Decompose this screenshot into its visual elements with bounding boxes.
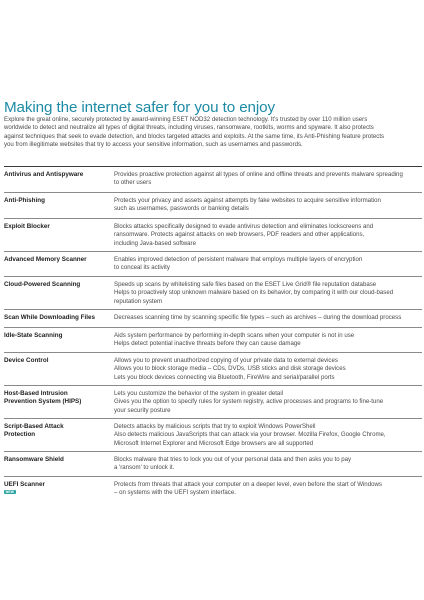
feature-row (4, 166, 422, 192)
feature-description (114, 452, 422, 476)
feature-description-line: Blocks attacks specifically designed to evade antivirus detection and eliminates lockscreens and (114, 223, 374, 230)
intro-line: Explore the great online, securely protected by award-winning ESET NOD32 detection technology. It's trusted by over 110 million users (4, 116, 368, 123)
feature-description-line: including Java-based software (114, 239, 196, 247)
intro-line: against techniques that seek to evade detection, and blocks targeted attacks and exploits. At the same time, its Anti-Phishing feature protects (4, 132, 385, 140)
feature-description-line: to conceal its activity (114, 264, 170, 272)
feature-row (4, 385, 422, 418)
feature-description-line: Enables improved detection of persistent malware that employs multiple layers of encryption (114, 256, 363, 263)
feature-name-line: Anti-Phishing (4, 197, 45, 204)
feature-description-line: Gives you the option to specify rules for system registry, active processes and programs to fine-tune (114, 398, 384, 406)
feature-description (114, 353, 422, 385)
feature-description-line: Microsoft Internet Explorer and Microsoft Edge browsers are all supported (114, 439, 314, 447)
feature-name-line: Antivirus and Antispyware (4, 171, 84, 178)
feature-row (4, 327, 422, 352)
feature-row (4, 309, 422, 327)
feature-description-line: Helps detect potential inactive threats before they can cause damage (114, 340, 301, 348)
feature-description (114, 167, 422, 192)
feature-description-line: Aids system performance by performing in-depth scans when your computer is not in use (114, 332, 355, 339)
feature-name-line: Device Control (4, 357, 49, 364)
feature-description-line: Decreases scanning time by scanning specific file types – such as archives – during the download process (114, 314, 402, 321)
feature-table (4, 166, 422, 512)
feature-description-line: your security posture (114, 406, 171, 414)
feature-row (4, 352, 422, 385)
feature-name-line: Idle-State Scanning (4, 332, 63, 339)
feature-row (4, 276, 422, 309)
feature-name (4, 310, 114, 327)
feature-name (4, 167, 114, 192)
feature-name-line: Advanced Memory Scanner (4, 256, 87, 263)
feature-row (4, 192, 422, 218)
feature-description-line: ransomware. Protects against attacks on web browsers, PDF readers and other applications, (114, 231, 365, 239)
feature-name (4, 477, 114, 512)
page-title: Making the internet safer for you to enjoy (4, 99, 276, 117)
feature-name (4, 219, 114, 251)
feature-description-line: Provides proactive protection against all types of online and offline threats and prevents malware spreading (114, 171, 403, 178)
feature-name (4, 419, 114, 451)
feature-name-line: Scan While Downloading Files (4, 314, 95, 321)
feature-name (4, 386, 114, 418)
feature-description (114, 219, 422, 251)
feature-name-line: Ransomware Shield (4, 456, 64, 463)
feature-description-line: – on systems with the UEFI system interface. (114, 489, 236, 497)
feature-name (4, 252, 114, 276)
feature-name-line: Exploit Blocker (4, 223, 50, 230)
feature-name-line: Script-Based Attack (4, 423, 64, 430)
feature-name-line: UEFI Scanner (4, 481, 45, 488)
feature-description (114, 328, 422, 352)
feature-description-line: to other users (114, 179, 152, 187)
new-badge: NEW (5, 489, 14, 494)
feature-description-line: a 'ransom' to unlock it. (114, 464, 175, 472)
feature-description-line: Protects from threats that attack your computer on a deeper level, even before the start of Windows (114, 481, 382, 488)
feature-row (4, 218, 422, 251)
feature-description-line: Lets you block devices connecting via Bluetooth, FireWire and serial/parallel ports (114, 373, 335, 381)
feature-row (4, 451, 422, 476)
feature-description-line: Protects your privacy and assets against attempts by fake websites to acquire sensitive information (114, 197, 381, 204)
feature-description (114, 386, 422, 418)
feature-name (4, 193, 114, 218)
feature-description-line: Allows you to block storage media – CDs, DVDs, USB sticks and disk storage devices (114, 365, 346, 373)
feature-row (4, 251, 422, 276)
feature-name-line: Host-Based Intrusion (4, 390, 68, 397)
intro-paragraph (4, 116, 422, 150)
feature-description-line: Allows you to prevent unauthorized copying of your private data to external devices (114, 357, 338, 364)
feature-name (4, 328, 114, 352)
feature-description-line: Helps to proactively stop unknown malware based on its behavior, by comparing it with our cloud-based (114, 289, 394, 297)
feature-description (114, 252, 422, 276)
feature-row (4, 476, 422, 512)
feature-name (4, 353, 114, 385)
feature-name (4, 452, 114, 476)
feature-description-line: Also detects malicious JavaScripts that can attack via your browser. Mozilla Firefox, Google Chrome, (114, 431, 386, 439)
feature-name (4, 277, 114, 309)
feature-description (114, 193, 422, 218)
feature-name-line: Protection (4, 431, 36, 438)
feature-description-line: Blocks malware that tries to lock you out of your personal data and then asks you to pay (114, 456, 352, 463)
feature-description-line: such as usernames, passwords or banking details (114, 205, 249, 213)
feature-description-line: Lets you customize the behavior of the system in greater detail (114, 390, 284, 397)
feature-description (114, 477, 422, 512)
feature-row (4, 418, 422, 451)
feature-description-line: Detects attacks by malicious scripts that try to exploit Windows PowerShell (114, 423, 316, 430)
feature-description-line: Speeds up scans by whitelisting safe files based on the ESET Live Grid® file reputation database (114, 281, 377, 288)
feature-description (114, 277, 422, 309)
intro-line: you from illegitimate websites that try to access your sensitive information, such as usernames and passwords. (4, 141, 303, 149)
intro-line: worldwide to detect and neutralize all types of digital threats, including viruses, ransomware, rootkits, worms and spyware. It also protects (4, 124, 374, 132)
feature-name-line: Cloud-Powered Scanning (4, 281, 81, 288)
feature-description (114, 310, 422, 327)
feature-description-line: reputation system (114, 297, 163, 305)
feature-name-line: Prevention System (HIPS) (4, 398, 82, 405)
feature-description (114, 419, 422, 451)
